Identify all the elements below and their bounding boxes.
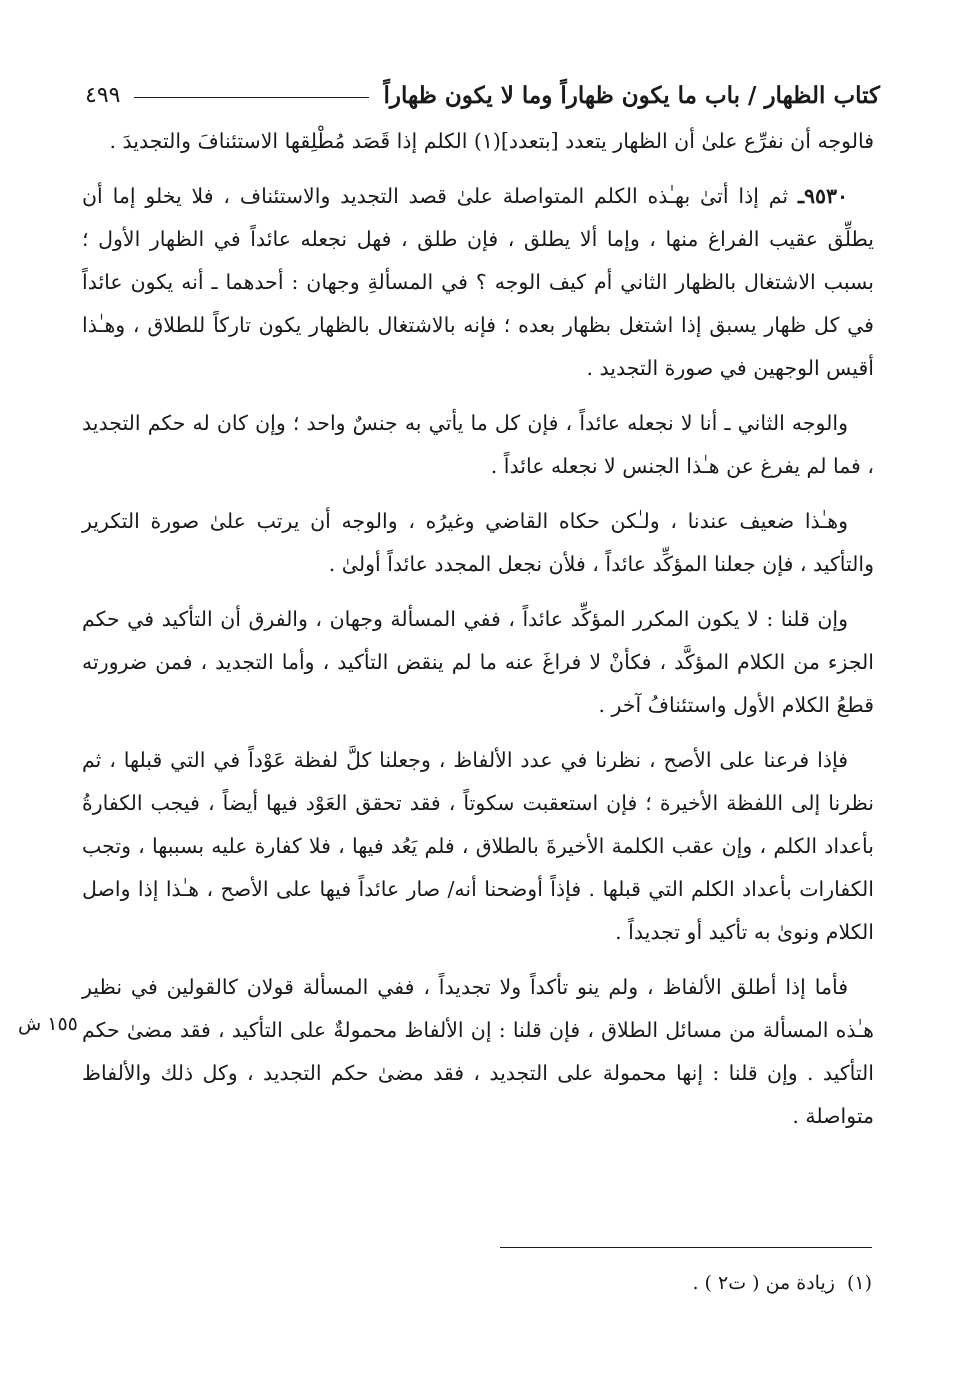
paragraph	[82, 120, 874, 163]
main-text	[82, 120, 874, 1150]
paragraph	[82, 402, 874, 488]
paragraph-text: والوجه الثاني ـ أنا لا نجعله عائداً ، فإن كل ما يأتي به جنسٌ واحد ؛ وإن كان له حكم التجديد ، فما لم يفرغ عن هـٰذا الجنس لا نجعله عائداً .	[82, 411, 874, 478]
running-header	[85, 70, 880, 120]
margin-folio-note: ١٥٥ ش	[18, 1013, 78, 1035]
paragraph	[82, 175, 874, 390]
paragraph-text: فالوجه أن نفرِّع علىٰ أن الظهار يتعدد [بتعدد](١) الكلم إذا قَصَد مُطْلِقها الاستئنافَ والتجديدَ .	[109, 129, 874, 153]
paragraph-text: وهـٰذا ضعيف عندنا ، ولـٰكن حكاه القاضي وغيرُه ، والوجه أن يرتب علىٰ صورة التكرير والتأكيد ، فإن جعلنا المؤكِّد عائداً ، فلأن نجعل المجدد عائداً أولىٰ .	[82, 509, 874, 576]
footnote-text: زيادة من ( ت٢ ) .	[692, 1272, 835, 1294]
paragraph	[82, 966, 874, 1138]
paragraph	[82, 739, 874, 954]
paragraph-text: فأما إذا أطلق الألفاظ ، ولم ينو تأكداً ولا تجديداً ، ففي المسألة قولان كالقولين في نظير هـٰذه المسألة من مسائل الطلاق ، فإن قلنا : إن الألفاظ محمولةٌ على التأكيد ، فقد مضىٰ حكم التأكيد . وإن قلنا : إنها محمولة على التجديد ، فقد مضىٰ حكم التجديد ، وكل ذلك والألفاظ متواصلة .	[82, 975, 874, 1128]
paragraph-text: ثم إذا أتىٰ بهـٰذه الكلم المتواصلة علىٰ قصد التجديد والاستئناف ، فلا يخلو إما أن يطلِّق عقيب الفراغ منها ، وإما ألا يطلق ، فإن طلق ، فهل نجعله عائداً في الظهار الأول ؛ بسبب الاشتغال بالظهار الثاني أم كيف الوجه ؟ في المسألةِ وجهان : أحدهما ـ أنه يكون عائداً في كل ظهار يسبق إذا اشتغل بظهار بعده ؛ فإنه بالاشتغال بالظهار يكون تاركاً للطلاق ، وهـٰذا أقيس الوجهين في صورة التجديد .	[82, 184, 874, 380]
paragraph-text: وإن قلنا : لا يكون المكرر المؤكِّد عائداً ، ففي المسألة وجهان ، والفرق أن التأكيد في حكم الجزء من الكلام المؤكَّد ، فكأنْ لا فراغَ عنه ما لم ينقض التأكيد ، وأما التجديد ، فمن ضرورته قطعُ الكلام الأول واستئنافُ آخر .	[82, 607, 874, 717]
page-number: ٤٩٩	[85, 82, 121, 108]
footnote	[300, 1272, 872, 1294]
paragraph	[82, 500, 874, 586]
footnote-marker: (١)	[846, 1272, 872, 1294]
paragraph-number: ٩٥٣٠ـ	[797, 184, 848, 208]
header-title: كتاب الظهار / باب ما يكون ظهاراً وما لا يكون ظهاراً	[383, 81, 880, 109]
header-rule	[134, 97, 369, 98]
paragraph	[82, 598, 874, 727]
paragraph-text: فإذا فرعنا على الأصح ، نظرنا في عدد الألفاظ ، وجعلنا كلَّ لفظة عَوْداً في التي قبلها ، ثم نظرنا إلى اللفظة الأخيرة ؛ فإن استعقبت سكوتاً ، فقد تحقق العَوْد فيها أيضاً ، فيجب الكفارةُ بأعداد الكلم ، وإن عقب الكلمة الأخيرةَ بالطلاق ، فلم يَعُد فيها ، فلا كفارة عليه بسببها ، وتجب الكفارات بأعداد الكلم التي قبلها . فإذاً أوضحنا أنه/ صار عائداً فيها على الأصح ، هـٰذا إذا واصل الكلام ونوىٰ به تأكيد أو تجديداً .	[82, 748, 874, 944]
footnote-rule	[500, 1247, 872, 1248]
